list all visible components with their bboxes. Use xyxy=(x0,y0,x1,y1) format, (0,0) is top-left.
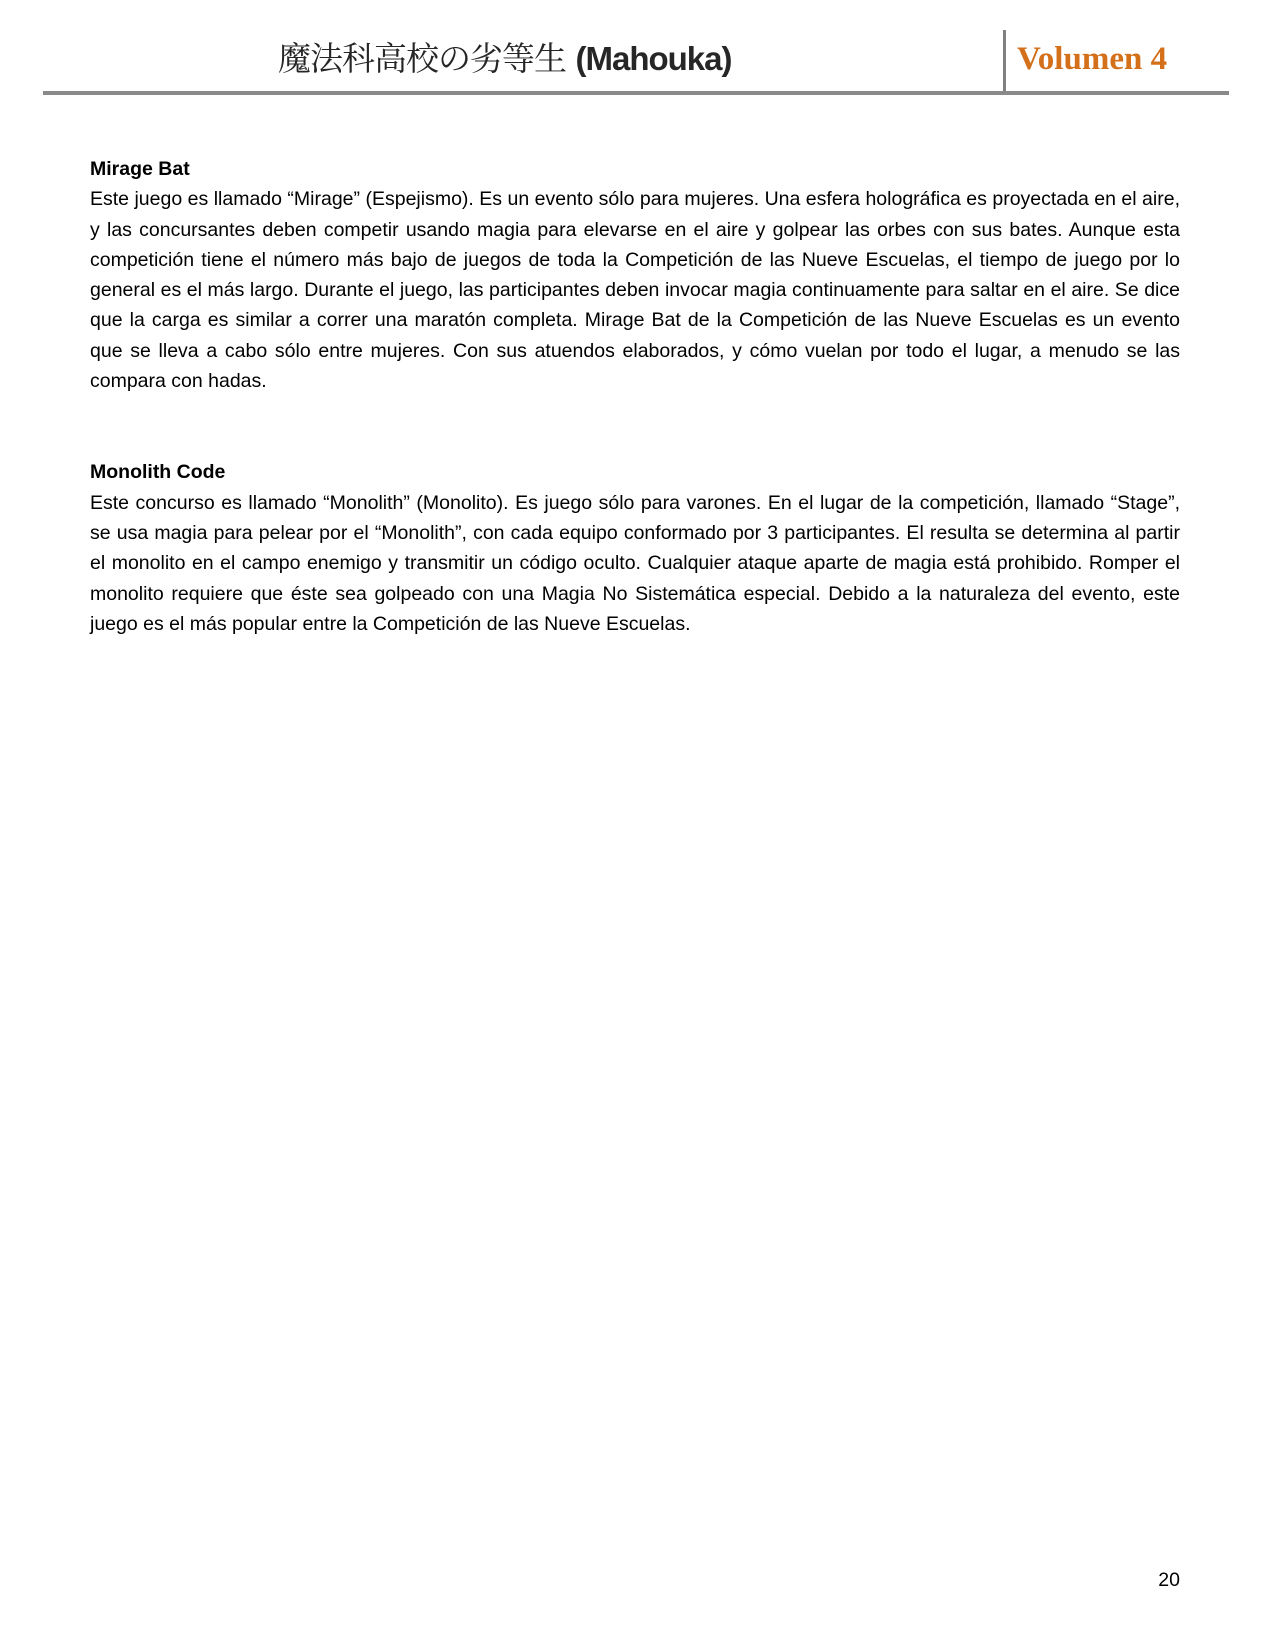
book-title xyxy=(278,38,778,80)
book-title-japanese: 魔法科高校の劣等生 xyxy=(278,39,566,78)
page-content xyxy=(90,154,1180,700)
section-heading: Mirage Bat xyxy=(90,158,190,180)
header-divider xyxy=(1003,30,1006,94)
page-number: 20 xyxy=(1158,1569,1180,1591)
section-mirage-bat xyxy=(90,154,1180,396)
section-monolith-code xyxy=(90,457,1180,639)
section-body: Este juego es llamado “Mirage” (Espejismo). Es un evento sólo para mujeres. Una esfera holográfica es proyectada en el aire, y las concursantes deben competir usando magia para elevarse en el aire y golpear las orbes con sus bates. Aunque esta competición tiene el número más bajo de juegos de toda la Competición de las Nueve Escuelas, el tiempo de juego por lo general es el más largo. Durante el juego, las participantes deben invocar magia continuamente para saltar en el aire. Se dice que la carga es similar a correr una maratón completa. Mirage Bat de la Competición de las Nueve Escuelas es un evento que se lleva a cabo sólo entre mujeres. Con sus atuendos elaborados, y cómo vuelan por todo el lugar, a menudo se las compara con hadas. xyxy=(90,188,1180,393)
section-heading: Monolith Code xyxy=(90,461,226,484)
header-rule xyxy=(43,91,1229,95)
volume-label: Volumen 4 xyxy=(1017,41,1168,77)
book-title-latin: (Mahouka) xyxy=(575,40,732,77)
section-body: Este concurso es llamado “Monolith” (Monolito). Es juego sólo para varones. En el lugar de la competición, llamado “Stage”, se usa magia para pelear por el “Monolith”, con cada equipo conformado por 3 participantes. El resulta se determina al partir el monolito en el campo enemigo y transmitir un código oculto. Cualquier ataque aparte de magia está prohibido. Romper el monolito requiere que éste sea golpeado con una Magia No Sistemática especial. Debido a la naturaleza del evento, este juego es el más popular entre la Competición de las Nueve Escuelas. xyxy=(90,491,1180,635)
page-header xyxy=(0,0,1275,100)
